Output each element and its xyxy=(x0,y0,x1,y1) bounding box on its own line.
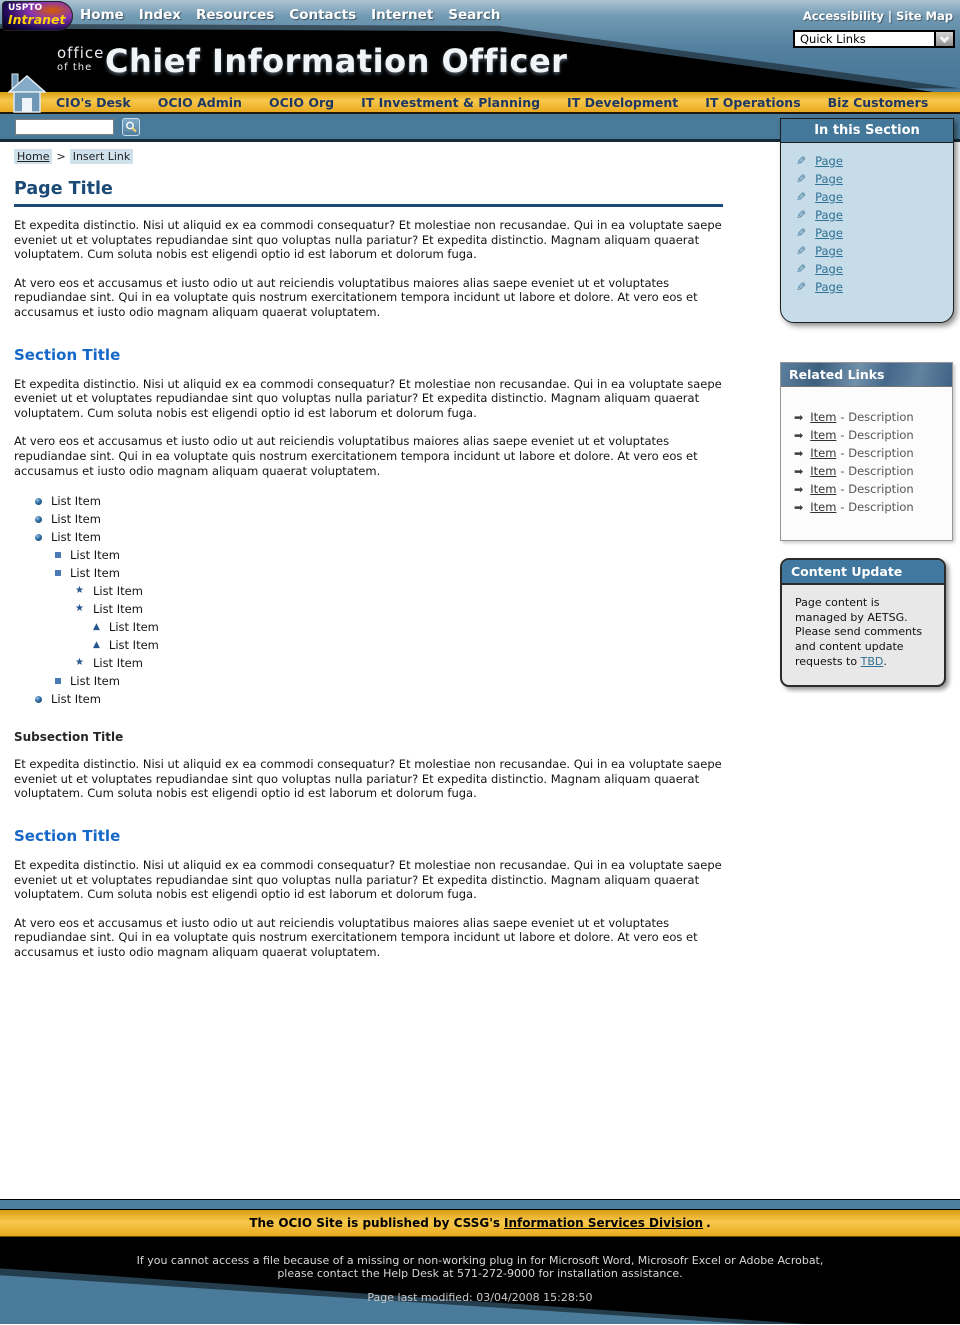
intro-paragraph-2: At vero eos et accusamus et iusto odio ut aut reiciendis voluptatibus maiores alias saepe eveniet ut et voluptates repudiandae sint. Qui in ea voluptate quis nostrum exercitationem tempora incidunt ut labore et dolore. At vero eos et accusamus et iusto odio magnam aliquam quaerat voluptatem. xyxy=(14,275,698,319)
section2-paragraph-1: Et expedita distinctio. Nisi ut aliquid ex ea commodi consequatur? Et molestiae non recusandae. Qui in ea voluptate saepe eveniet ut et voluptates repudiandae sint quo voluptas nulla pariatur? Et expedita distinctio. Magnam aliquam quaerat voluptatem. Cum soluta nobis est eligendi optio id est laborum et dolorum fuga. xyxy=(14,857,722,902)
last-modified: Page last modified: 03/04/2008 15:28:50 xyxy=(367,1291,593,1304)
square-bullet-icon xyxy=(55,552,61,558)
plugin-notice-line1: If you cannot access a file because of a missing or non-working plug in for Microsoft Word, Microsofr Excel or Adobe Acrobat, xyxy=(136,1254,824,1267)
section-page-link: ✎ Page xyxy=(796,244,843,258)
list-item: List Item xyxy=(55,564,754,582)
section-title-2: Section Title xyxy=(14,826,121,845)
information-services-division-link[interactable]: Information Services Division xyxy=(504,1216,704,1230)
list-item: List Item xyxy=(35,528,754,546)
top-nav-index[interactable]: Index xyxy=(138,7,181,23)
star-bullet-icon: ★ xyxy=(75,585,84,597)
page-title-rule xyxy=(14,204,723,207)
pencil-page-icon: ✎ xyxy=(796,244,807,258)
related-link-item: ➡ Item - Description xyxy=(794,464,914,478)
related-link-item: ➡ Item - Description xyxy=(794,482,914,496)
related-link-item: ➡ Item - Description xyxy=(794,500,914,514)
footer-blue-bar xyxy=(0,1199,960,1210)
site-title: Chief Information Officer xyxy=(105,42,568,80)
section-page-link: ✎ Page xyxy=(796,154,843,168)
main-nav-ocio-admin[interactable]: OCIO Admin xyxy=(157,94,242,110)
logo-line1: USPTO xyxy=(8,3,43,13)
pencil-page-icon: ✎ xyxy=(796,262,807,276)
section-page-link: ✎ Page xyxy=(796,172,843,186)
section2-paragraph-2: At vero eos et accusamus et iusto odio ut aut reiciendis voluptatibus maiores alias saepe eveniet ut et voluptates repudiandae sint. Qui in ea voluptate quis nostrum exercitationem tempora incidunt ut labore et dolore. At vero eos et accusamus et iusto odio magnam aliquam quaerat voluptatem. xyxy=(14,915,698,959)
main-nav xyxy=(0,92,960,114)
arrow-right-icon: ➡ xyxy=(794,428,804,442)
related-links-box xyxy=(780,362,953,541)
top-nav-search[interactable]: Search xyxy=(448,7,501,23)
arrow-right-icon: ➡ xyxy=(794,500,804,514)
main-nav-it-development[interactable]: IT Development xyxy=(567,94,679,110)
related-link-item: ➡ Item - Description xyxy=(794,446,914,460)
main-nav-ocio-org[interactable]: OCIO Org xyxy=(268,94,335,110)
related-link-item: ➡ Item - Description xyxy=(794,428,914,442)
section-page-link: ✎ Page xyxy=(796,262,843,276)
tbd-link[interactable]: TBD xyxy=(860,654,884,668)
arrow-right-icon: ➡ xyxy=(794,482,804,496)
content-update-body: Page content is managed by AETSG. Please send comments and content update requests to TBD. xyxy=(795,596,923,668)
pencil-page-icon: ✎ xyxy=(796,172,807,186)
nested-list xyxy=(14,492,754,708)
subsection-paragraph: Et expedita distinctio. Nisi ut aliquid ex ea commodi consequatur? Et molestiae non recusandae. Qui in ea voluptate saepe eveniet ut et voluptates repudiandae sint quo voluptas nulla pariatur? Et expedita distinctio. Magnam aliquam quaerat voluptatem. Cum soluta nobis est eligendi optio id est laborum et dolorum fuga. xyxy=(14,757,722,801)
main-nav-it-operations[interactable]: IT Operations xyxy=(705,94,801,110)
search-button[interactable] xyxy=(122,118,140,136)
footer-published-bar: The OCIO Site is published by CSSG's Information Services Division . xyxy=(0,1210,960,1237)
triangle-bullet-icon: ▲ xyxy=(93,621,100,632)
list-item: ★ List Item xyxy=(75,656,143,671)
pencil-page-icon: ✎ xyxy=(796,226,807,240)
footer-text xyxy=(0,1237,960,1304)
top-nav-home[interactable]: Home xyxy=(80,7,124,23)
list-item: List Item xyxy=(55,672,754,690)
breadcrumb-home-link[interactable]: Home xyxy=(14,149,52,164)
footer-black-band xyxy=(0,1237,960,1324)
logo-line2: Intranet xyxy=(8,12,66,27)
breadcrumb-current: Insert Link xyxy=(70,149,134,164)
intro-paragraph-1: Et expedita distinctio. Nisi ut aliquid ex ea commodi consequatur? Et molestiae non recusandae. Qui in ea voluptate saepe eveniet ut et voluptates repudiandae sint quo voluptas nulla pariatur? Et expedita distinctio. Magnam aliquam quaerat voluptatem. Cum soluta nobis est eligendi optio id est laborum et dolorum fuga. xyxy=(14,218,722,262)
circle-bullet-icon xyxy=(35,516,42,523)
circle-bullet-icon xyxy=(35,534,42,541)
search-input[interactable] xyxy=(15,119,114,135)
office-of-the-label: office of the xyxy=(57,44,105,73)
quick-links-dropdown[interactable] xyxy=(793,30,955,48)
top-nav-contacts[interactable]: Contacts xyxy=(289,7,357,23)
related-link-item: ➡ Item - Description xyxy=(794,410,914,424)
top-nav-resources[interactable]: Resources xyxy=(195,7,275,23)
related-links-body xyxy=(781,387,952,540)
list-item: ▲ List Item xyxy=(93,620,159,635)
circle-bullet-icon xyxy=(35,498,42,505)
section-title-1: Section Title xyxy=(14,345,121,364)
quick-links-selected: Quick Links xyxy=(800,32,866,46)
section-page-link: ✎ Page xyxy=(796,280,843,294)
main-nav-biz-customers[interactable]: Biz Customers xyxy=(827,94,929,110)
list-item: ▲ List Item xyxy=(93,638,159,653)
in-this-section-title: In this Section xyxy=(780,118,954,142)
pencil-page-icon: ✎ xyxy=(796,208,807,222)
content-update-title: Content Update xyxy=(782,560,944,585)
square-bullet-icon xyxy=(55,570,61,576)
arrow-right-icon: ➡ xyxy=(794,410,804,424)
site-footer xyxy=(0,1199,960,1324)
pencil-page-icon: ✎ xyxy=(796,190,807,204)
square-bullet-icon xyxy=(55,678,61,684)
star-bullet-icon: ★ xyxy=(75,657,84,669)
quick-links-arrow-button[interactable] xyxy=(934,32,953,46)
section1-paragraph-1: Et expedita distinctio. Nisi ut aliquid ex ea commodi consequatur? Et molestiae non recusandae. Qui in ea voluptate saepe eveniet ut et voluptates repudiandae sint quo voluptas nulla pariatur? Et expedita distinctio. Magnam aliquam quaerat voluptatem. Cum soluta nobis est eligendi optio id est laborum et dolorum fuga. xyxy=(14,376,722,420)
list-item: List Item xyxy=(35,510,754,528)
list-item: List Item xyxy=(35,492,754,510)
breadcrumb xyxy=(14,149,754,164)
plugin-notice-line2: please contact the Help Desk at 571-272-9000 for installation assistance. xyxy=(277,1267,683,1280)
site-header xyxy=(0,0,960,114)
chevron-down-icon xyxy=(940,33,950,43)
top-nav xyxy=(80,0,501,30)
uspto-intranet-logo[interactable] xyxy=(2,1,73,31)
list-item: List Item xyxy=(55,546,754,564)
content-update-box xyxy=(780,558,946,687)
section-page-link: ✎ Page xyxy=(796,226,843,240)
list-item: ★ List Item xyxy=(75,584,143,599)
home-icon[interactable] xyxy=(8,72,46,118)
search-icon xyxy=(125,121,137,133)
section-page-link: ✎ Page xyxy=(796,208,843,222)
main-nav-it-investment-planning[interactable]: IT Investment & Planning xyxy=(361,94,541,110)
arrow-right-icon: ➡ xyxy=(794,464,804,478)
in-this-section-body xyxy=(780,142,954,323)
circle-bullet-icon xyxy=(35,696,42,703)
related-links-title: Related Links xyxy=(781,363,952,387)
section-page-link: ✎ Page xyxy=(796,190,843,204)
section1-paragraph-2: At vero eos et accusamus et iusto odio ut aut reiciendis voluptatibus maiores alias saepe eveniet ut et voluptates repudiandae sint. Qui in ea voluptate quis nostrum exercitationem tempora incidunt ut labore et dolore. At vero eos et accusamus et iusto odio magnam aliquam quaerat voluptatem. xyxy=(14,434,698,478)
breadcrumb-separator: > xyxy=(56,150,66,163)
arrow-right-icon: ➡ xyxy=(794,446,804,460)
triangle-bullet-icon: ▲ xyxy=(93,639,100,650)
star-bullet-icon: ★ xyxy=(75,603,84,615)
top-nav-internet[interactable]: Internet xyxy=(371,7,434,23)
main-nav-cios-desk[interactable]: CIO's Desk xyxy=(56,94,131,110)
pencil-page-icon: ✎ xyxy=(796,280,807,294)
list-item: List Item xyxy=(35,690,754,708)
main-content xyxy=(14,142,754,973)
list-item: ★ List Item xyxy=(75,602,143,617)
page-title: Page Title xyxy=(14,179,113,199)
pencil-page-icon: ✎ xyxy=(796,154,807,168)
accessibility-sitemap-links[interactable]: Accessibility | Site Map xyxy=(802,9,953,23)
subsection-title: Subsection Title xyxy=(14,730,124,745)
in-this-section-box xyxy=(780,118,954,323)
